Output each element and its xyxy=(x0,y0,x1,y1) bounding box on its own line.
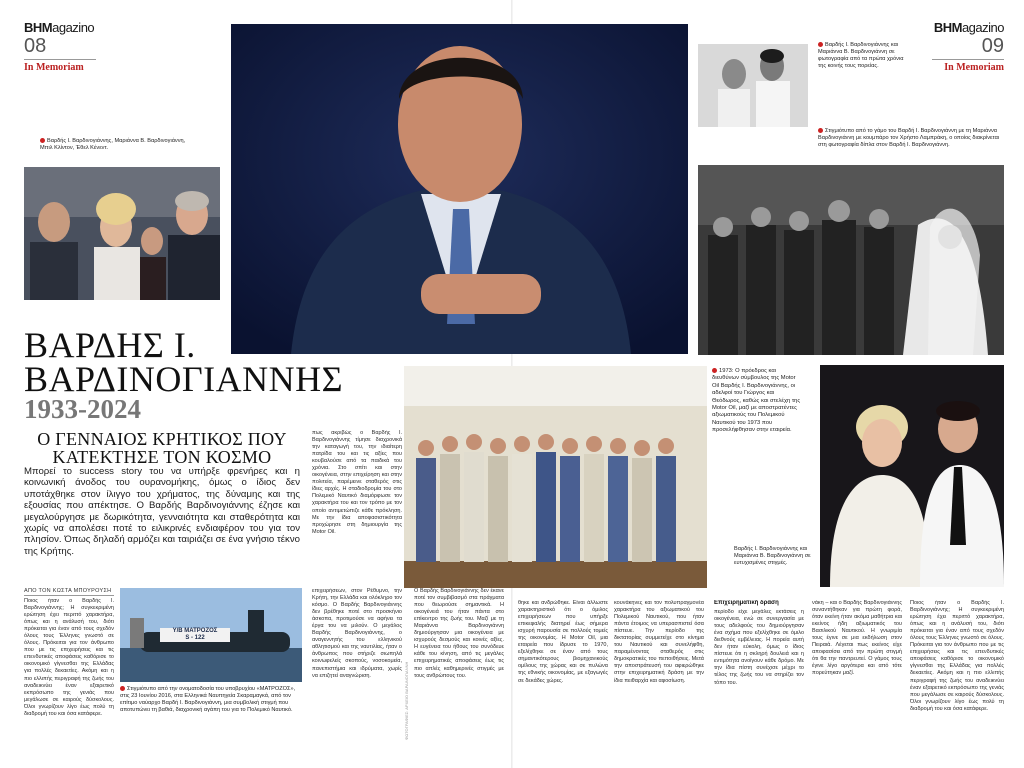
photo-credit: ΦΩΤΟΓΡΑΦΙΕΣ: ΑΡΧΕΙΟ ΒΑΡΔΙΝΟΓΙΑΝΝΗ xyxy=(404,661,409,740)
article-column-7-wrap xyxy=(714,600,804,760)
photo-submarine xyxy=(120,588,302,682)
article-column-7: περίοδο είχε μεγάλες εκτάσεις η οικογένεια, ενώ σε συνεργασία με τους αδελφούς του δημιούργησαν ένα σχήμα που εξελίχθηκε σε όμιλο διεθνούς εμβέλειας. Η πορεία αυτή δεν ήταν εύκολη, όμως ο ίδιος πίστευε ότι η σκληρή δουλειά και η εντιμότητα ανοίγουν κάθε δρόμο. Με την ίδια πίστη συνέχισε μέχρι το τέλος της ζωής του να στηρίζει τον τόπο του. xyxy=(714,609,804,686)
article-column-9: Ποιος ήταν ο Βαρδής Ι. Βαρδινογιάννης; Η συγκεκριμένη ερώτηση έχει περιττό χαρακτήρα, όπως και η ανάλυσή του, διότι πρόκειται για έναν από τους σχεδόν όλους τους Έλληνες γνωστό σε όλους. Πρόκειται για τον άνθρωπο που με τις επιχειρήσεις και τις επενδυτικές αποφάσεις καθόρισε το οικονομικό γίγνεσθαι της Ελλάδας για πολλές δεκαετίες. Ακόμη και η πιο ελλιπής περιγραφή της ζωής του αναδεικνύει έναν εξαιρετικό εκπρόσωπο της γενιάς που μεγάλωσε σε καιρούς δύσκολους. Όλοι γνωρίζουν λίγο έως πολύ τη διαδρομή του και όσα κατάφερε. xyxy=(910,600,1004,712)
caption-couple-later: Βαρδής Ι. Βαρδινογιάννης και Μαριάννα Β. Βαρδινογιάννη σε ευτυχισμένες στιγμές. xyxy=(734,546,811,566)
caption-bullet-icon xyxy=(712,368,717,373)
photo-young-couple xyxy=(698,44,808,127)
caption-submarine: Στιγμιότυπο από την ονοματοδοσία του υποβρυχίου «ΜΑΤΡΟΖΟΣ», στις 23 Ιουνίου 2016, στα Ελληνικά Ναυπηγεία Σκαραμαγκά, από τον επίτιμο ναύαρχο Βαρδή Ι. Βαρδινογιάννη, μια συμβολική στιγμή που αποτυπώνει τη βαθιά, διαχρονική αγάπη του για το Πολεμικό Ναυτικό. xyxy=(120,686,296,713)
article-subtitle: Ο ΓΕΝΝΑΙΟΣ ΚΡΗΤΙΚΟΣ ΠΟΥ ΚΑΤΕΚΤΗΣΕ ΤΟΝ ΚΟΣΜΟ xyxy=(37,429,287,467)
photo-wedding xyxy=(698,165,1004,355)
caption-bullet-icon xyxy=(120,686,125,691)
page-number-right: 09 xyxy=(981,35,1004,57)
caption-bullet-icon xyxy=(40,138,45,143)
article-column-2: πως ακριβώς ο Βαρδής Ι. Βαρδινογιάννης τίμησε διαχρονικά την καταγωγή του, την ιδιαίτερη πατρίδα του και τις αξίες που κουβαλούσε από τα παιδικά του χρόνια. Στο σπίτι και στην οικογένεια, στην επιχείρηση και στην πολιτεία, παρέμεινε σταθερός στις ίδιες αρχές. Η σταδιοδρομία του στο Πολεμικό Ναυτικό διαμόρφωσε τον χαρακτήρα του και τον τρόπο με τον οποίο αντιμετώπιζε κάθε πρόκληση. Με την ίδια αποφασιστικότητα προχώρησε στη δημιουργία της Motor Oil. xyxy=(312,430,402,535)
photo-portrait-main xyxy=(231,24,688,354)
caption-bullet-icon xyxy=(818,128,823,133)
caption-young-couple: Βαρδής Ι. Βαρδινογιάννης και Μαριάννα Β. Βαρδινογιάννη σε φωτογραφία από τα πρώτα χρόνια της κοινής τους πορείας. xyxy=(818,42,904,69)
article-byline: ΑΠΟ ΤΟΝ ΚΩΣΤΑ ΜΠΟΥΡΟΥΣΗ xyxy=(24,588,114,596)
article-years: 1933-2024 xyxy=(24,394,141,424)
right-header xyxy=(932,20,1004,73)
article-title xyxy=(24,325,344,399)
title-line-2: ΒΑΡΔΙΝΟΓΙΑΝΝΗΣ xyxy=(24,359,344,399)
photo-clinton xyxy=(24,167,220,300)
section-label-right: In Memoriam xyxy=(944,62,1004,73)
magazine-brand-right: ΒΗΜagazino xyxy=(933,20,1004,35)
magazine-brand-left: ΒΗΜagazino xyxy=(24,20,95,35)
article-lead: Μπορεί το success story του να υπήρξε φρενήρες και η κοινωνική άνοδος του ουρανομήκης, όμως ο ίδιος δεν υποτάχθηκε στον ίλιγγο του χρήματος, της δύναμης και της εξουσίας που απέκτησε. Ο Βαρδής Βαρδινογιάννης έζησε και μεγαλούργησε με δωρικότητα, γενναιότητα και σταθερότητα και χωρίς να απολέσει ποτέ το ειλικρινές ενδιαφέρον του για τον πλησίον. Όπως δηλαδή αρμόζει και ταιριάζει σε ένα γνήσιο τέκνο της Κρήτης. xyxy=(24,466,300,557)
photo-founders xyxy=(404,366,707,588)
caption-wedding: Στιγμιότυπο από το γάμο του Βαρδή Ι. Βαρδινογιάννη με τη Μαριάννα Βαρδινογιάννη με κουμπάρο τον Χρήστο Λαμπράκη, ο οποίος διακρίνεται στη φωτογραφία δίπλα στον Βαρδή Ι. Βαρδινογιάννη. xyxy=(818,128,1000,148)
caption-bullet-icon xyxy=(818,42,823,47)
article-column-5: θηκε και ανδρώθηκε. Είναι άλλωστε χαρακτηριστικό ότι ο όμιλος επιχειρήσεων που υπήρξε επικεφαλής διατηρεί έως σήμερα ισχυρή παρουσία σε πολλούς τομείς της οικονομίας. Η Motor Oil, μια εταιρεία που ίδρυσε το 1970, εξελίχθηκε σε έναν από τους σημαντικότερους βιομηχανικούς ομίλους της χώρας και σε πυλώνα της εθνικής οικονομίας, με εξαγωγές σε δεκάδες χώρες. xyxy=(518,600,608,684)
article-column-8: νάκη – και ο Βαρδής Βαρδινογιάννης συναντήθηκαν για πρώτη φορά, όταν εκείνη ήταν ακόμα μαθήτρια και εκείνος ήδη αξιωματικός του Βασιλικού Ναυτικού. Η γνωριμία τους έγινε σε μια εκδήλωση στον Πειραιά. Λέγεται πως εκείνος είχε αποφασίσει από την πρώτη στιγμή ότι θα την παντρευτεί. Ο γάμος τους έγινε λίγο αργότερα και από τότε πορεύτηκαν μαζί. xyxy=(812,600,902,677)
page-number-left: 08 xyxy=(24,35,47,57)
caption-founders: 1973: Ο πρόεδρος και διευθύνων σύμβουλος της Motor Oil Βαρδής Ι. Βαρδινογιάννης, οι αδελφοί του Γιώργος και Θεόδωρος, καθώς και στελέχη της Motor Oil, μαζί με αποστρατέντες αξιωματικούς του Πολεμικού Ναυτικού του 1973 που προσελήφθησαν στην εταιρεία. xyxy=(712,368,801,434)
article-column-6: κουνάκηνες και τον πολυπραγμονέα χαρακτήρα του αξιωματικού του Πολεμικού Ναυτικού, που ήταν πάντα έτοιμος να υπερασπιστεί όσα πίστευε. Την περίοδο της δικτατορίας συμμετείχε στο κίνημα του Ναυτικού και συνελήφθη, παραμένοντας σταθερός στις δημοκρατικές του πεποιθήσεις. Μετά την αποστράτευσή του αφιερώθηκε στην επιχειρηματική δράση με την ίδια πειθαρχία και αφοσίωση. xyxy=(614,600,704,684)
article-column-4: Ο Βαρδής Βαρδινογιάννης δεν έκανε ποτέ τον συμβιβασμό στα πράγματα που θεωρούσε σημαντικά. Η οικογένειά του ήταν πάντα στο επίκεντρο της ζωής του. Μαζί με τη Μαριάννα Βαρδινογιάννη δημιούργησαν μια οικογένεια με ισχυρούς δεσμούς και κοινές αξίες. Η ευγένεια του ήθους του συνόδευε κάθε του κίνηση, από τις μεγάλες επιχειρηματικές αποφάσεις έως τις πιο απλές καθημερινές στιγμές με τους ανθρώπους του. xyxy=(414,588,504,679)
submarine-nameplate: Υ/Β ΜΑΤΡΟΖΟΣ S - 122 xyxy=(172,628,218,641)
article-column-3: επιχειρήσεων, στον Ρέθυμνο, την Κρήτη, την Ελλάδα και ολόκληρο τον κόσμο. Ο Βαρδής Βαρδινογιάννης δεν βρέθηκε ποτέ στο προσκήνιο άσκοπα, προτιμούσε να αφήνει τα έργα του να μιλούν. Ο μεγάλος Βαρδής Βαρδινογιάννης, ο αναγεννητής του ελληνικού αθλητισμού και της ναυτιλίας, ήταν ο άνθρωπος που στήριζε σιωπηλά κοινωφελείς σκοπούς, νοσοκομεία, πανεπιστήμια και ιδρύματα, χωρίς να επιζητεί αναγνώριση. xyxy=(312,588,402,679)
title-line-1: ΒΑΡΔΗΣ Ι. xyxy=(24,325,196,365)
photo-couple-later xyxy=(820,365,1004,587)
left-header xyxy=(24,20,96,73)
section-label-left: In Memoriam xyxy=(24,62,84,73)
caption-clinton: Βαρδής Ι. Βαρδινογιάννης, Μαριάννα Β. Βαρδινογιάννη, Μπιλ Κλίντον, Έθελ Κένεντ. xyxy=(40,138,186,151)
article-subhead: Επιχειρηματική δράση xyxy=(714,600,779,606)
article-column-1: Ποιος ήταν ο Βαρδής Ι. Βαρδινογιάννης; Η συγκεκριμένη ερώτηση έχει περιττό χαρακτήρα, όπως και η ανάλυσή του, διότι πρόκειται για έναν από τους σχεδόν όλους τους Έλληνες γνωστό σε όλους. Πρόκειται για τον άνθρωπο που με τις επιχειρήσεις και τις επενδυτικές αποφάσεις καθόρισε το οικονομικό γίγνεσθαι της Ελλάδας για πολλές δεκαετίες. Ακόμη και η πιο ελλιπής περιγραφή της ζωής του αναδεικνύει έναν εξαιρετικό εκπρόσωπο της γενιάς που μεγάλωσε σε καιρούς δύσκολους. Όλοι γνωρίζουν λίγο έως πολύ τη διαδρομή του και όσα κατάφερε. xyxy=(24,598,114,717)
